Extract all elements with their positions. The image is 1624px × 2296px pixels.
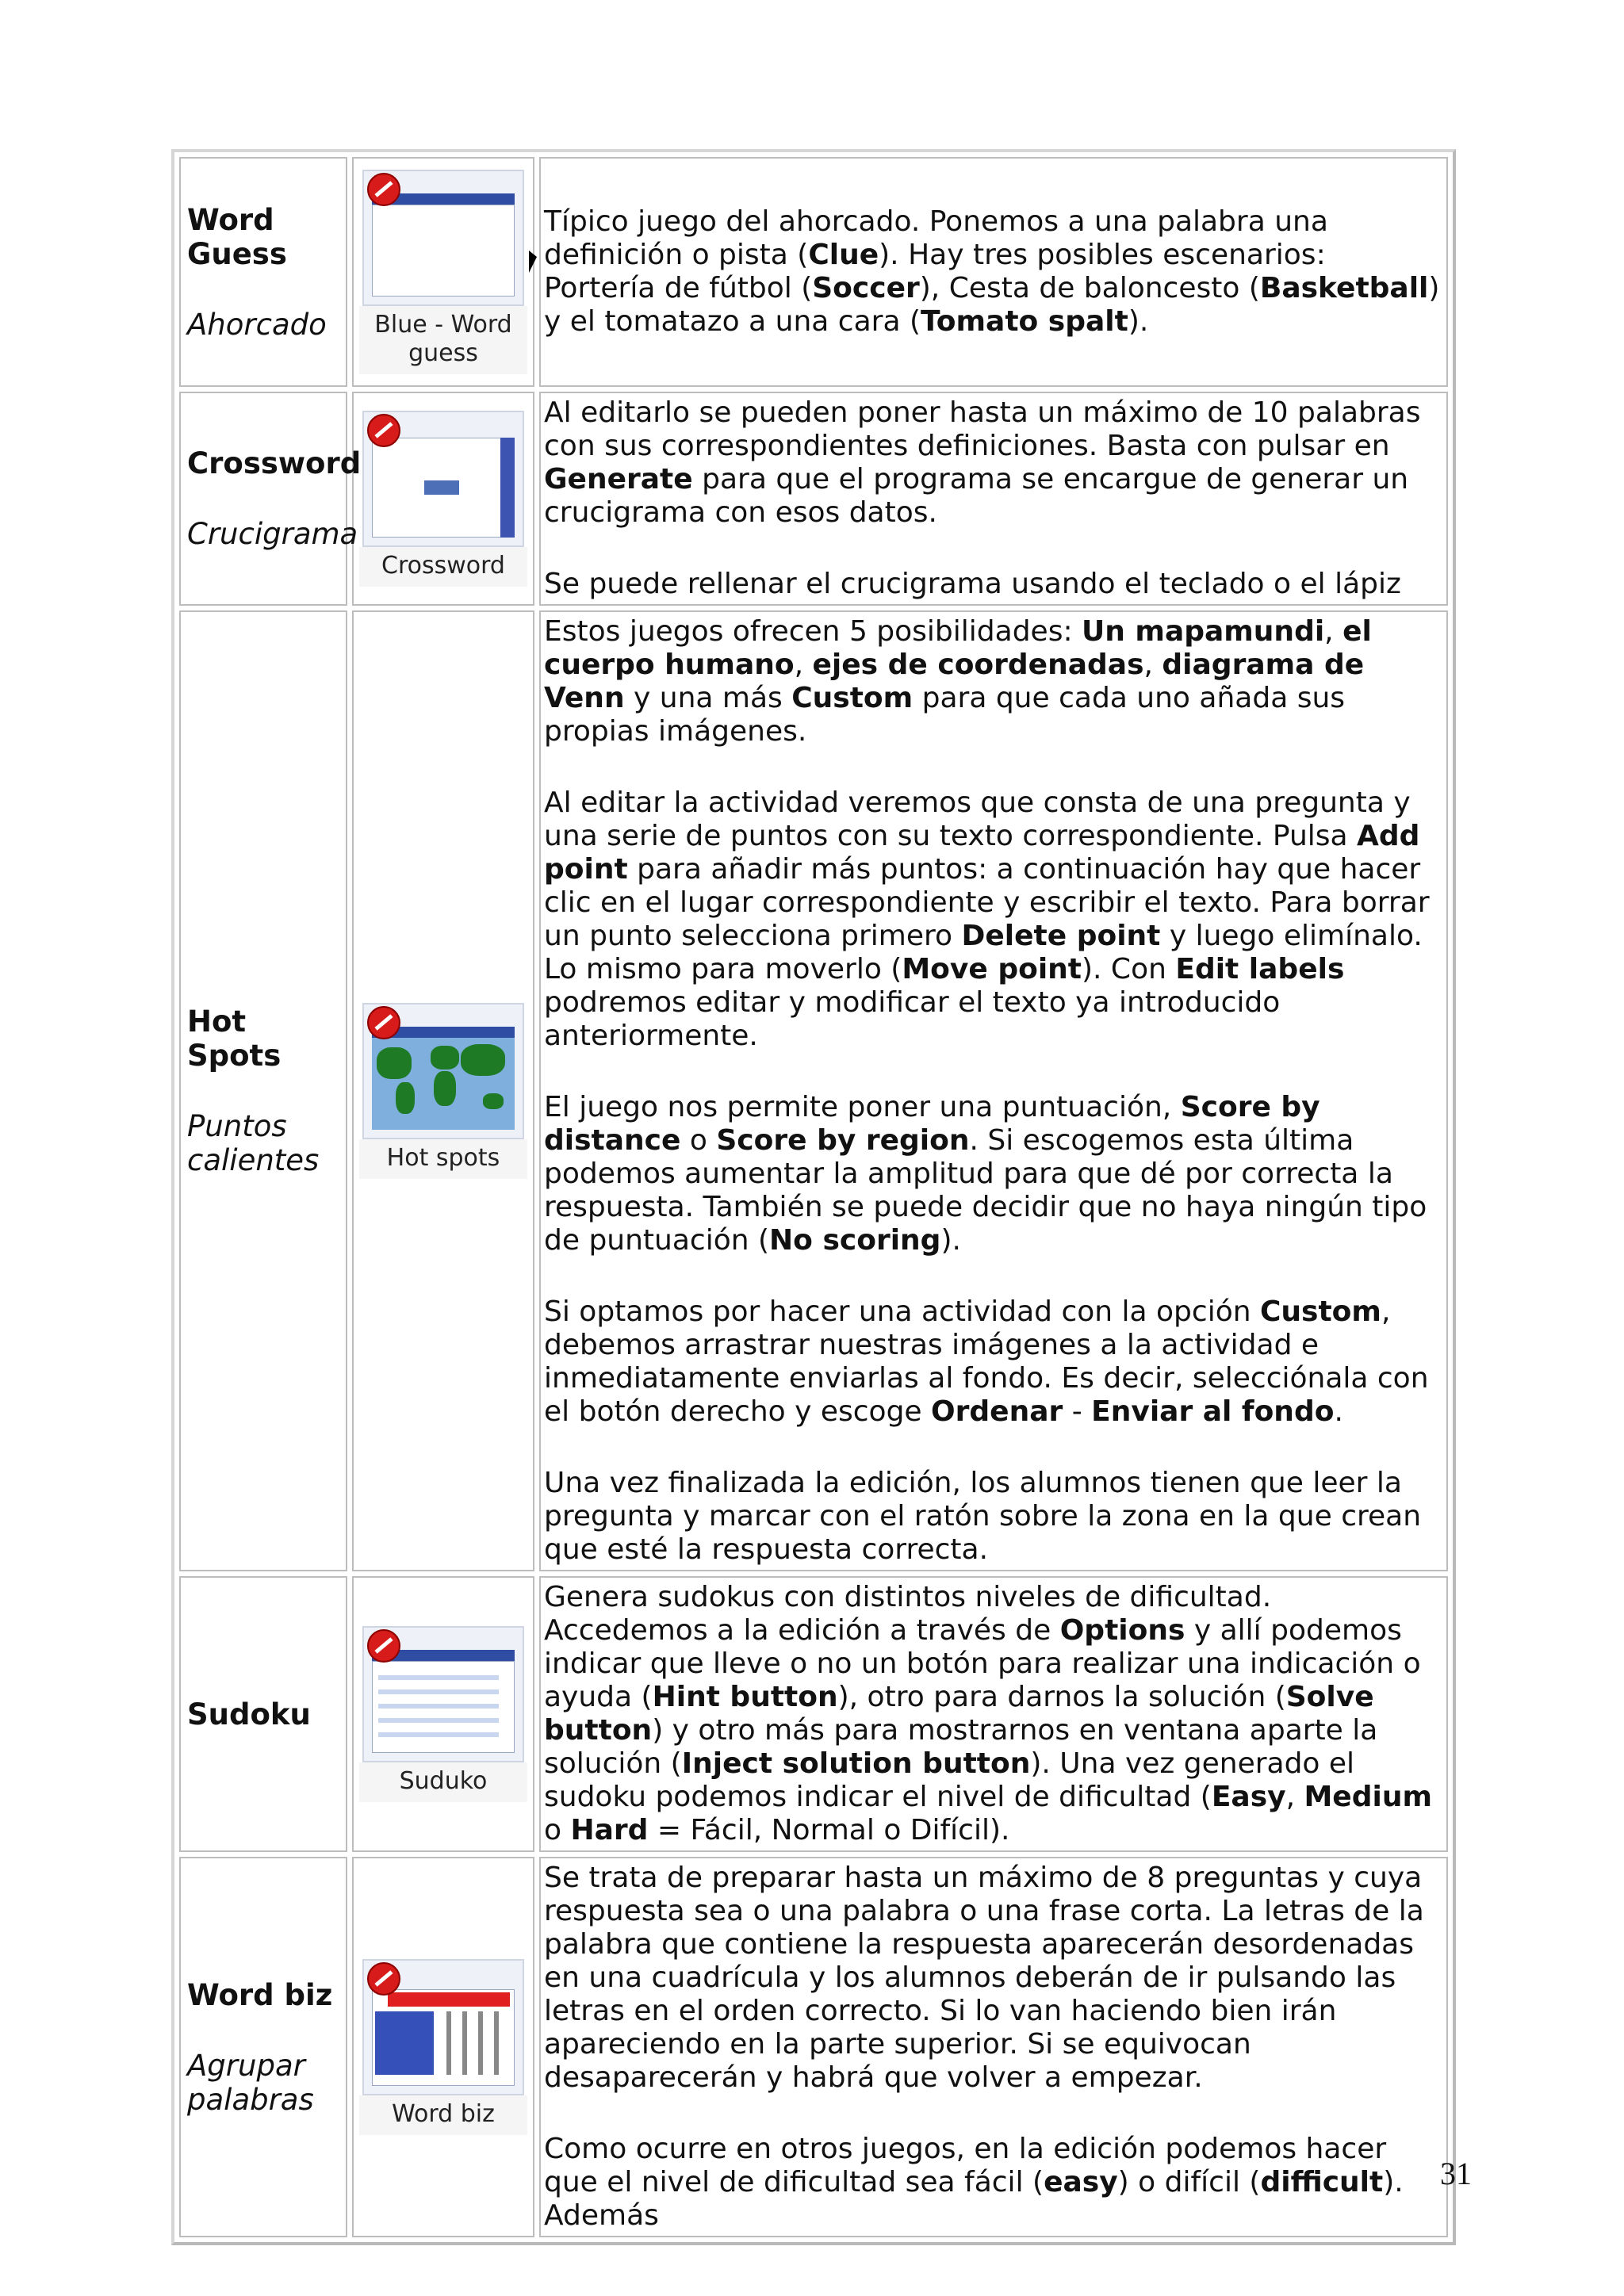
games-table: [171, 149, 1456, 2245]
game-name-spanish: Crucigrama: [187, 517, 358, 551]
world-map: [372, 1038, 515, 1130]
thumbnail-caption: Word biz: [359, 2095, 527, 2135]
game-name: Sudoku: [187, 1697, 311, 1732]
text-run: .: [1334, 1395, 1343, 1428]
table-row: [179, 392, 1448, 606]
text-run: o: [680, 1124, 717, 1157]
text-run: ) o difícil (: [1117, 2166, 1261, 2198]
text-run: Una vez finalizada la edición, los alumnos tienen que leer la pregunta y marcar con el ratón sobre la zona en la que crean que esté la respuesta correcta.: [544, 1467, 1422, 1566]
description-paragraph: [544, 2133, 1442, 2233]
thumbnail-image: [362, 411, 524, 547]
thumbnail-caption: Blue - Word guess: [359, 306, 527, 374]
bold-term: el cuerpo humano: [544, 615, 1372, 681]
text-run: Se puede rellenar el crucigrama usando el teclado o el lápiz: [544, 568, 1401, 600]
bold-term: Ordenar: [931, 1395, 1063, 1428]
table-row: [179, 1857, 1448, 2237]
bold-term: Delete point: [961, 920, 1161, 952]
description-cell: [539, 1857, 1448, 2237]
bold-term: Basketball: [1259, 272, 1429, 304]
text-run: ), Cesta de baloncesto (: [919, 272, 1260, 304]
text-run: Si optamos por hacer una actividad con la opción: [544, 1295, 1260, 1328]
game-name-cell: [179, 1576, 347, 1852]
text-run: ). Además: [544, 2166, 1404, 2232]
description-paragraph: [544, 205, 1442, 339]
mouse-pointer-icon: [529, 251, 537, 273]
description-paragraph: [544, 1467, 1442, 1567]
bold-term: Custom: [791, 682, 914, 714]
no-entry-icon: [367, 1629, 400, 1663]
bold-term: difficult: [1260, 2166, 1384, 2198]
bold-term: Custom: [1260, 1295, 1381, 1328]
game-name-cell: [179, 392, 362, 606]
description-cell: [539, 1576, 1448, 1852]
text-run: ) y el tomatazo a una cara (: [544, 272, 1440, 338]
description-cell: [539, 157, 1448, 387]
text-run: ). Con: [1082, 953, 1176, 985]
game-name: Word Guess: [187, 202, 287, 271]
text-run: y una más: [624, 682, 792, 714]
text-run: ,: [794, 649, 813, 681]
game-name-spanish: Agrupar palabras: [187, 2048, 314, 2117]
game-name: Word biz: [187, 1977, 333, 2012]
table-row: [179, 610, 1448, 1571]
game-thumbnail[interactable]: [359, 170, 527, 374]
text-run: El juego nos permite poner una puntuación,: [544, 1091, 1181, 1123]
thumbnail-cell: [352, 392, 534, 606]
bold-term: ejes de coordenadas: [812, 649, 1144, 681]
text-run: . Si escogemos esta última podemos aumentar la amplitud para que dé por correcta la respuesta. También se puede decidir que no haya ningún tipo de puntuación (: [544, 1124, 1427, 1257]
page-number: 31: [1440, 2156, 1472, 2191]
description-paragraph: [544, 1581, 1442, 1847]
description-paragraph: [544, 1091, 1442, 1257]
game-thumbnail[interactable]: [359, 1626, 527, 1802]
table-row: [179, 157, 1448, 387]
bold-term: easy: [1044, 2166, 1118, 2198]
text-run: para que cada uno añada sus propias imágenes.: [544, 682, 1346, 748]
text-run: ).: [940, 1224, 961, 1257]
text-run: o: [544, 1814, 571, 1846]
game-name-cell: [179, 157, 347, 387]
description-paragraph: [544, 568, 1442, 601]
text-run: -: [1063, 1395, 1092, 1428]
text-run: ), otro para darnos la solución (: [837, 1681, 1286, 1713]
text-run: Se trata de preparar hasta un máximo de 8 preguntas y cuya respuesta sea o una palabra o una frase corta. La letras de la palabra que contiene la respuesta aparecerán desordenadas en una cuadrícula y los alumnos deberán de ir pulsando las letras en el orden correcto. Si lo van haciendo bien irán apareciendo en la parte superior. Si se equivocan desaparecerán y habrá que volver a empezar.: [544, 1862, 1424, 2094]
bold-term: Add point: [544, 820, 1420, 886]
thumbnail-caption: Suduko: [359, 1762, 527, 1802]
bold-term: diagrama de Venn: [544, 649, 1365, 714]
game-thumbnail[interactable]: [359, 1959, 527, 2135]
game-name-cell: [179, 610, 347, 1571]
table-row: [179, 1576, 1448, 1852]
text-run: ).: [1128, 305, 1149, 338]
text-run: Al editar la actividad veremos que consta de una pregunta y una serie de puntos con su texto correspondiente. Pulsa: [544, 786, 1411, 852]
thumbnail-cell: [352, 1857, 534, 2237]
bold-term: Score by region: [716, 1124, 970, 1157]
game-name-spanish: Puntos calientes: [187, 1109, 320, 1177]
thumbnail-image: [362, 1626, 524, 1762]
bold-term: Inject solution button: [681, 1747, 1031, 1780]
text-run: Estos juegos ofrecen 5 posibilidades:: [544, 615, 1082, 648]
thumbnail-image: [362, 1959, 524, 2095]
bold-term: Easy: [1211, 1781, 1286, 1813]
text-run: Como ocurre en otros juegos, en la edición podemos hacer que el nivel de dificultad sea fácil (: [544, 2133, 1387, 2198]
text-run: podremos editar y modificar el texto ya introducido anteriormente.: [544, 986, 1281, 1052]
bold-term: Clue: [808, 239, 879, 271]
description-cell: [539, 392, 1448, 606]
thumbnail-caption: Crossword: [359, 547, 527, 587]
bold-term: Hard: [570, 1814, 649, 1846]
text-run: Genera sudokus con distintos niveles de dificultad. Accedemos a la edición a través de: [544, 1581, 1272, 1647]
bold-term: Move point: [902, 953, 1082, 985]
text-run: , debemos arrastrar nuestras imágenes a la actividad e inmediatamente enviarlas al fondo. Es decir, selecciónala con el botón derecho y escoge: [544, 1295, 1429, 1428]
thumbnail-image: [362, 1003, 524, 1139]
bold-term: Un mapamundi: [1082, 615, 1325, 648]
text-run: para añadir más puntos: a continuación hay que hacer clic en el lugar correspondiente y escribir el texto. Para borrar un punto selecciona primero: [544, 853, 1430, 952]
game-name: Crossword: [187, 446, 362, 480]
description-paragraph: [544, 1862, 1442, 2095]
text-run: y allí podemos indicar que lleve o no un botón para realizar una indicación o ayuda (: [544, 1614, 1421, 1713]
no-entry-icon: [367, 1962, 400, 1996]
no-entry-icon: [367, 414, 400, 447]
description-paragraph: [544, 786, 1442, 1053]
bold-term: No scoring: [769, 1224, 941, 1257]
text-run: ,: [1324, 615, 1343, 648]
bold-term: Options: [1059, 1614, 1185, 1647]
game-name-spanish: Ahorcado: [187, 307, 327, 342]
text-run: ). Una vez generado el sudoku podemos indicar el nivel de dificultad (: [544, 1747, 1355, 1813]
bold-term: Solve button: [544, 1681, 1374, 1747]
text-run: = Fácil, Normal o Difícil).: [648, 1814, 1010, 1846]
game-name: Hot Spots: [187, 1004, 282, 1073]
bold-term: Tomato spalt: [921, 305, 1128, 338]
game-thumbnail[interactable]: [359, 411, 527, 587]
thumbnail-caption: Hot spots: [359, 1139, 527, 1179]
bold-term: Edit labels: [1175, 953, 1345, 985]
bold-term: Enviar al fondo: [1091, 1395, 1335, 1428]
bold-term: Hint button: [652, 1681, 838, 1713]
description-cell: [539, 610, 1448, 1571]
text-run: ). Hay tres posibles escenarios: Portería de fútbol (: [544, 239, 1326, 304]
bold-term: Generate: [544, 463, 693, 496]
thumbnail-cell: [352, 1576, 534, 1852]
no-entry-icon: [367, 1006, 400, 1039]
text-run: Al editarlo se pueden poner hasta un máximo de 10 palabras con sus correspondientes definiciones. Basta con pulsar en: [544, 396, 1421, 462]
description-paragraph: [544, 1295, 1442, 1429]
description-paragraph: [544, 615, 1442, 748]
text-run: ) y otro más para mostrarnos en ventana aparte la solución (: [544, 1714, 1378, 1780]
text-run: ,: [1285, 1781, 1304, 1813]
text-run: Típico juego del ahorcado. Ponemos a una palabra una definición o pista (: [544, 205, 1328, 271]
thumbnail-cell: [352, 610, 534, 1571]
thumbnail-image: [362, 170, 524, 306]
text-run: ,: [1143, 649, 1162, 681]
bold-term: Soccer: [812, 272, 920, 304]
bold-term: Medium: [1304, 1781, 1432, 1813]
description-paragraph: [544, 396, 1442, 530]
thumbnail-cell: [352, 157, 534, 387]
game-name-cell: [179, 1857, 347, 2237]
bold-term: Score by distance: [544, 1091, 1320, 1157]
game-thumbnail[interactable]: [359, 1003, 527, 1179]
text-run: para que el programa se encargue de generar un crucigrama con esos datos.: [544, 463, 1409, 529]
text-run: y luego elimínalo. Lo mismo para moverlo (: [544, 920, 1423, 985]
no-entry-icon: [367, 173, 400, 206]
